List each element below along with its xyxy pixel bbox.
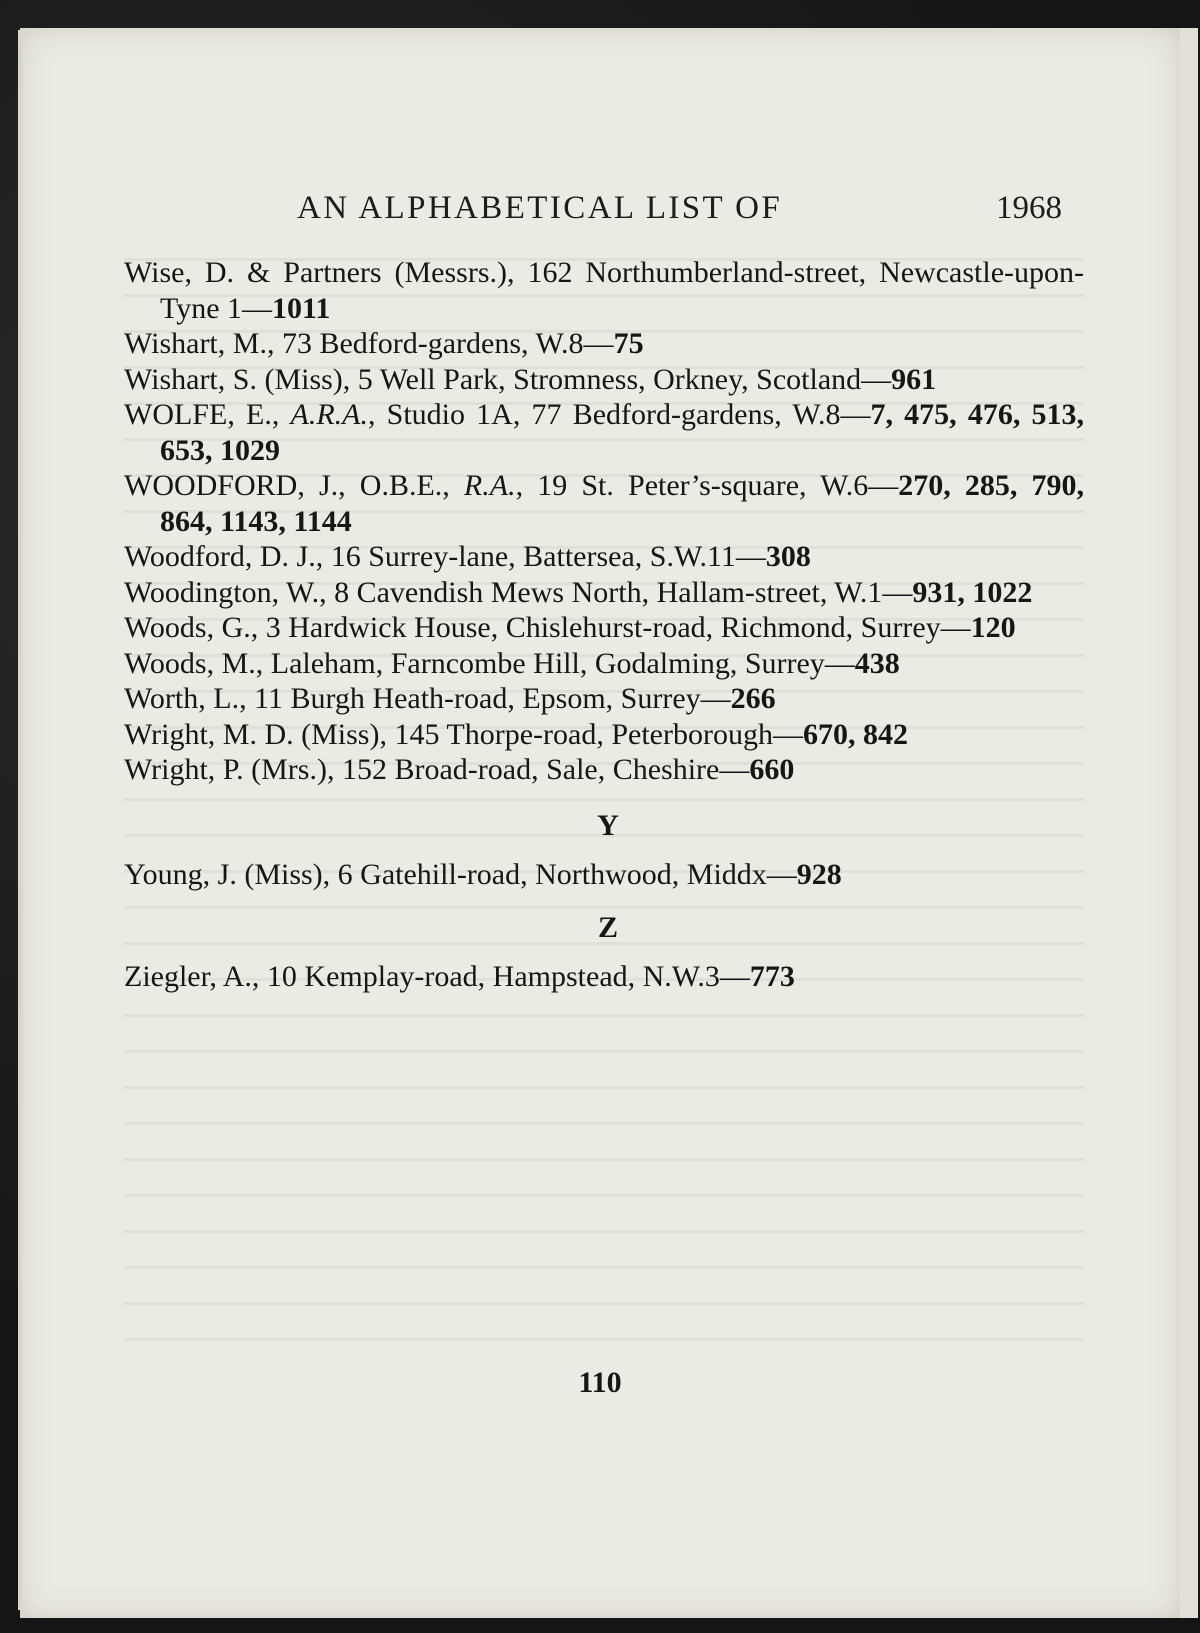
section-heading-y: Y bbox=[597, 808, 619, 842]
entry-text: WOODFORD, J., O.B.E., bbox=[124, 469, 464, 502]
entry-numbers: 670, 842 bbox=[802, 717, 908, 751]
entry-list bbox=[124, 255, 1084, 995]
list-item bbox=[124, 575, 1084, 611]
list-item bbox=[124, 717, 1084, 753]
entry-numbers: 438 bbox=[854, 646, 900, 680]
entry-text: WOLFE, E., bbox=[124, 398, 291, 431]
entry-text: , Studio 1A, 77 Bedford-gardens, W.8— bbox=[367, 398, 871, 431]
entry-numbers: 928 bbox=[796, 858, 842, 891]
list-item bbox=[124, 326, 1084, 362]
entry-numbers: 75 bbox=[613, 327, 644, 360]
entry-numbers: 773 bbox=[749, 960, 795, 993]
list-item bbox=[124, 468, 1084, 539]
entry-numbers: 1011 bbox=[272, 291, 331, 325]
entry-numbers: 120 bbox=[970, 611, 1016, 644]
entry-honours: A.R.A. bbox=[290, 398, 368, 431]
list-item bbox=[124, 857, 1084, 893]
entry-numbers: 961 bbox=[891, 362, 937, 396]
entry-numbers: 270, 285, 790, 864, 1143, 1144 bbox=[160, 469, 1084, 538]
entry-numbers: 266 bbox=[730, 682, 776, 715]
entry-text: Wise, D. & Partners (Messrs.), 162 Northumberland-street, Newcastle-upon-Tyne 1— bbox=[124, 256, 1084, 325]
entry-text: Ziegler, A., 10 Kemplay-road, Hampstead, N.W.3— bbox=[124, 960, 750, 993]
list-item bbox=[124, 362, 1084, 398]
entry-text: Worth, L., 11 Burgh Heath-road, Epsom, Surrey— bbox=[124, 682, 731, 715]
entry-numbers: 660 bbox=[749, 753, 795, 786]
entry-text: , 19 St. Peter’s-square, W.6— bbox=[515, 469, 899, 502]
entry-honours: R.A. bbox=[463, 469, 516, 502]
header-year: 1968 bbox=[996, 190, 1062, 226]
page-edge bbox=[18, 30, 22, 1610]
running-header bbox=[20, 190, 1180, 230]
page-title: AN ALPHABETICAL LIST OF bbox=[297, 190, 783, 226]
entry-text: Young, J. (Miss), 6 Gatehill-road, Northwood, Middx— bbox=[124, 858, 797, 891]
list-item bbox=[124, 752, 1084, 788]
list-item bbox=[124, 681, 1084, 717]
entry-numbers: 931, 1022 bbox=[912, 575, 1033, 609]
list-item bbox=[124, 610, 1084, 646]
list-item bbox=[124, 255, 1084, 326]
list-item bbox=[124, 959, 1084, 995]
section-heading-z: Z bbox=[597, 910, 618, 944]
entry-text: Wright, M. D. (Miss), 145 Thorpe-road, Peterborough— bbox=[124, 717, 803, 751]
entry-numbers: 308 bbox=[765, 540, 811, 573]
book-page bbox=[20, 28, 1198, 1618]
list-item bbox=[124, 646, 1084, 682]
entry-text: Wright, P. (Mrs.), 152 Broad-road, Sale, Cheshire— bbox=[124, 753, 750, 786]
list-item bbox=[124, 539, 1084, 575]
entry-text: Woodington, W., 8 Cavendish Mews North, Hallam-street, W.1— bbox=[124, 575, 913, 609]
entry-text: Woods, M., Laleham, Farncombe Hill, Godalming, Surrey— bbox=[124, 646, 855, 680]
entry-text: Wishart, S. (Miss), 5 Well Park, Stromness, Orkney, Scotland— bbox=[124, 362, 892, 396]
page-number: 110 bbox=[578, 1366, 622, 1399]
entry-text: Woodford, D. J., 16 Surrey-lane, Battersea, S.W.11— bbox=[124, 540, 766, 573]
entry-numbers: 7, 475, 476, 513, 653, 1029 bbox=[160, 398, 1085, 467]
entry-text: Wishart, M., 73 Bedford-gardens, W.8— bbox=[124, 327, 614, 360]
list-item bbox=[124, 397, 1084, 468]
entry-text: Woods, G., 3 Hardwick House, Chislehurst-road, Richmond, Surrey— bbox=[124, 611, 971, 644]
